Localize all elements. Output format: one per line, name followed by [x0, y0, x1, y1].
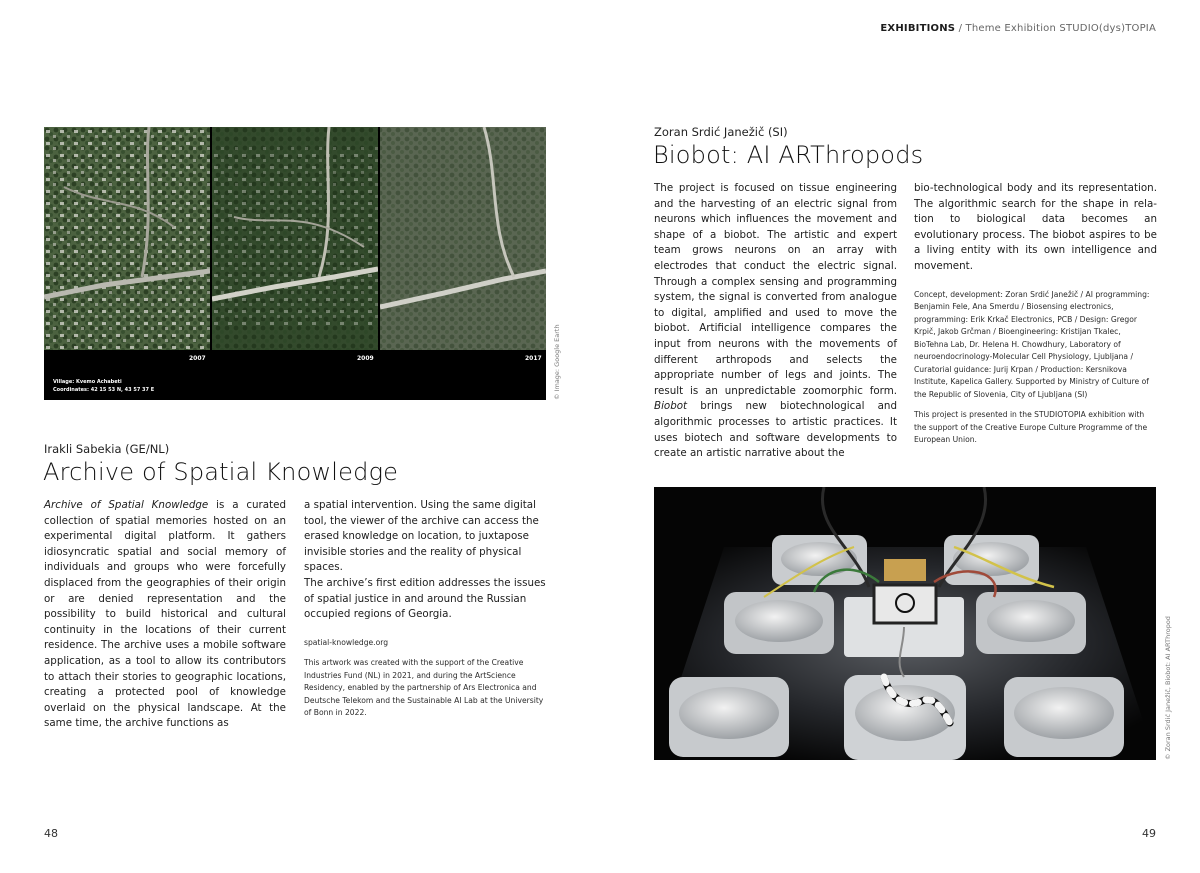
- left-title: Archive of Spatial Knowledge: [43, 458, 399, 486]
- right-support-note: This project is presented in the STUDIOTOPIA exhibition with the support of the Creative Europe Culture Programme of the European Union.: [914, 410, 1148, 445]
- project-link[interactable]: spatial-knowledge.org: [304, 637, 389, 647]
- right-title: Biobot: AI ARThropods: [653, 141, 924, 169]
- credits-list: Concept, development: Zoran Srdić Janežič / AI programming: Benjamin Fele, Ana Smerdu / Biosensing electronics, programming: Erik Krkač Electronics, PCB / Design: Gregor Krpič, Jakob Grčman / Bioengineering: Kristijan Tkalec, BioTehna Lab, Dr. Helena H. Chowdhury, Laboratory of neuroendocrinology-Molecular Cell Physiology, Ljubljana / Curatorial guidance: Jurij Krpan / Production: Kersnikova Institute, Kapelica Gallery. Supported by Ministry of Culture of the Republic of Slovenia, City of Ljubljana (SI): [914, 289, 1150, 399]
- year-label-2017: 2017: [525, 355, 542, 362]
- right-body-text-b: brings new biotechnological and algorithmic processes to artistic practices. It uses biotech and software developments to create an artistic narrative about the: [654, 400, 897, 460]
- image-credit-left: © Image: Google Earth: [553, 324, 561, 400]
- right-body-paragraph: [654, 181, 897, 462]
- running-header: [880, 23, 1156, 34]
- right-body-column-2: [914, 181, 1157, 447]
- page-number-left: 48: [44, 827, 58, 840]
- right-italic-word: Biobot: [654, 400, 688, 413]
- left-author: Irakli Sabekia (GE/NL): [44, 442, 170, 456]
- left-body-column-2: [304, 498, 548, 720]
- header-section: EXHIBITIONS: [880, 23, 956, 34]
- left-body-paragraph: [44, 498, 286, 732]
- header-subtitle: Theme Exhibition STUDIO(dys)TOPIA: [965, 23, 1156, 34]
- satellite-triptych-image: [44, 127, 546, 400]
- right-body-column-1: [654, 181, 897, 462]
- left-support-note: This artwork was created with the support of the Creative Industries Fund (NL) in 2021, and during the ArtScience Residency, enabled by the partnership of Ars Electronica and Deutsche Telekom and the Sustainable AI Lab at the University of Bonn in 2022.: [304, 658, 544, 718]
- year-label-2009: 2009: [357, 355, 374, 362]
- left-body-text: is a curated collection of spatial memories hosted on an experimental digital platform. It gathers idiosyncratic spatial and social memory of individuals and groups who were forcefully displaced from the geographies of their origin or are denied representation and the possibility to build historical and cultural continuity in the locations of their current residence. The archive uses a mobile software application, as a tool to allow its contributors to attach their stories to geographic locations, creating a protected pool of knowledge overlaid on the physical landscape. At the same time, the archive functions as: [44, 499, 286, 730]
- map-caption: [53, 378, 154, 394]
- header-separator: /: [955, 23, 966, 34]
- right-author: Zoran Srdić Janežič (SI): [654, 125, 788, 139]
- page-number-right: 49: [1142, 827, 1156, 840]
- right-body-text-a: The project is focused on tissue engineering and the harvesting of an electric signal from neurons which influences the movement and shape of a biobot. The artistic and expert team grows neurons on an array with electrodes that conduct the electric signal. Through a complex sensing and programming system, the signal is converted from analogue to digital, amplified and used to move the biobot. Artificial intelligence compares the input from neurons with the movements of different arthropods and selects the appropriate number of legs and joints. The result is an unpredictable zoomorphic form.: [654, 182, 897, 397]
- village-label: Village: Kvemo Achabeti: [53, 379, 122, 385]
- right-body-p1: bio-technological body and its representation. The algorithmic search for the shape in relation to biological data becomes an evolutionary process. The biobot aspires to be a living entity with its own intelligence and movement.: [914, 182, 1157, 272]
- image-credit-right: © Zoran Srdić Janežič, Biobot: AI ARThropod: [1164, 616, 1172, 760]
- coordinates-label: Coordinates: 42 15 53 N, 43 57 37 E: [53, 387, 155, 393]
- biobot-installation-photo: [654, 487, 1156, 760]
- year-label-2007: 2007: [189, 355, 206, 362]
- left-italic-title: Archive of Spatial Knowledge: [44, 499, 209, 511]
- left-body-p2: The archive’s first edition addresses the issues of spatial justice in and around the Russian occupied regions of Georgia.: [304, 576, 546, 621]
- left-body-p1: a spatial intervention. Using the same digital tool, the viewer of the archive can access the erased knowledge on location, to juxtapose invisible stories and the reality of physical spaces.: [304, 499, 539, 574]
- left-body-column-1: [44, 498, 286, 732]
